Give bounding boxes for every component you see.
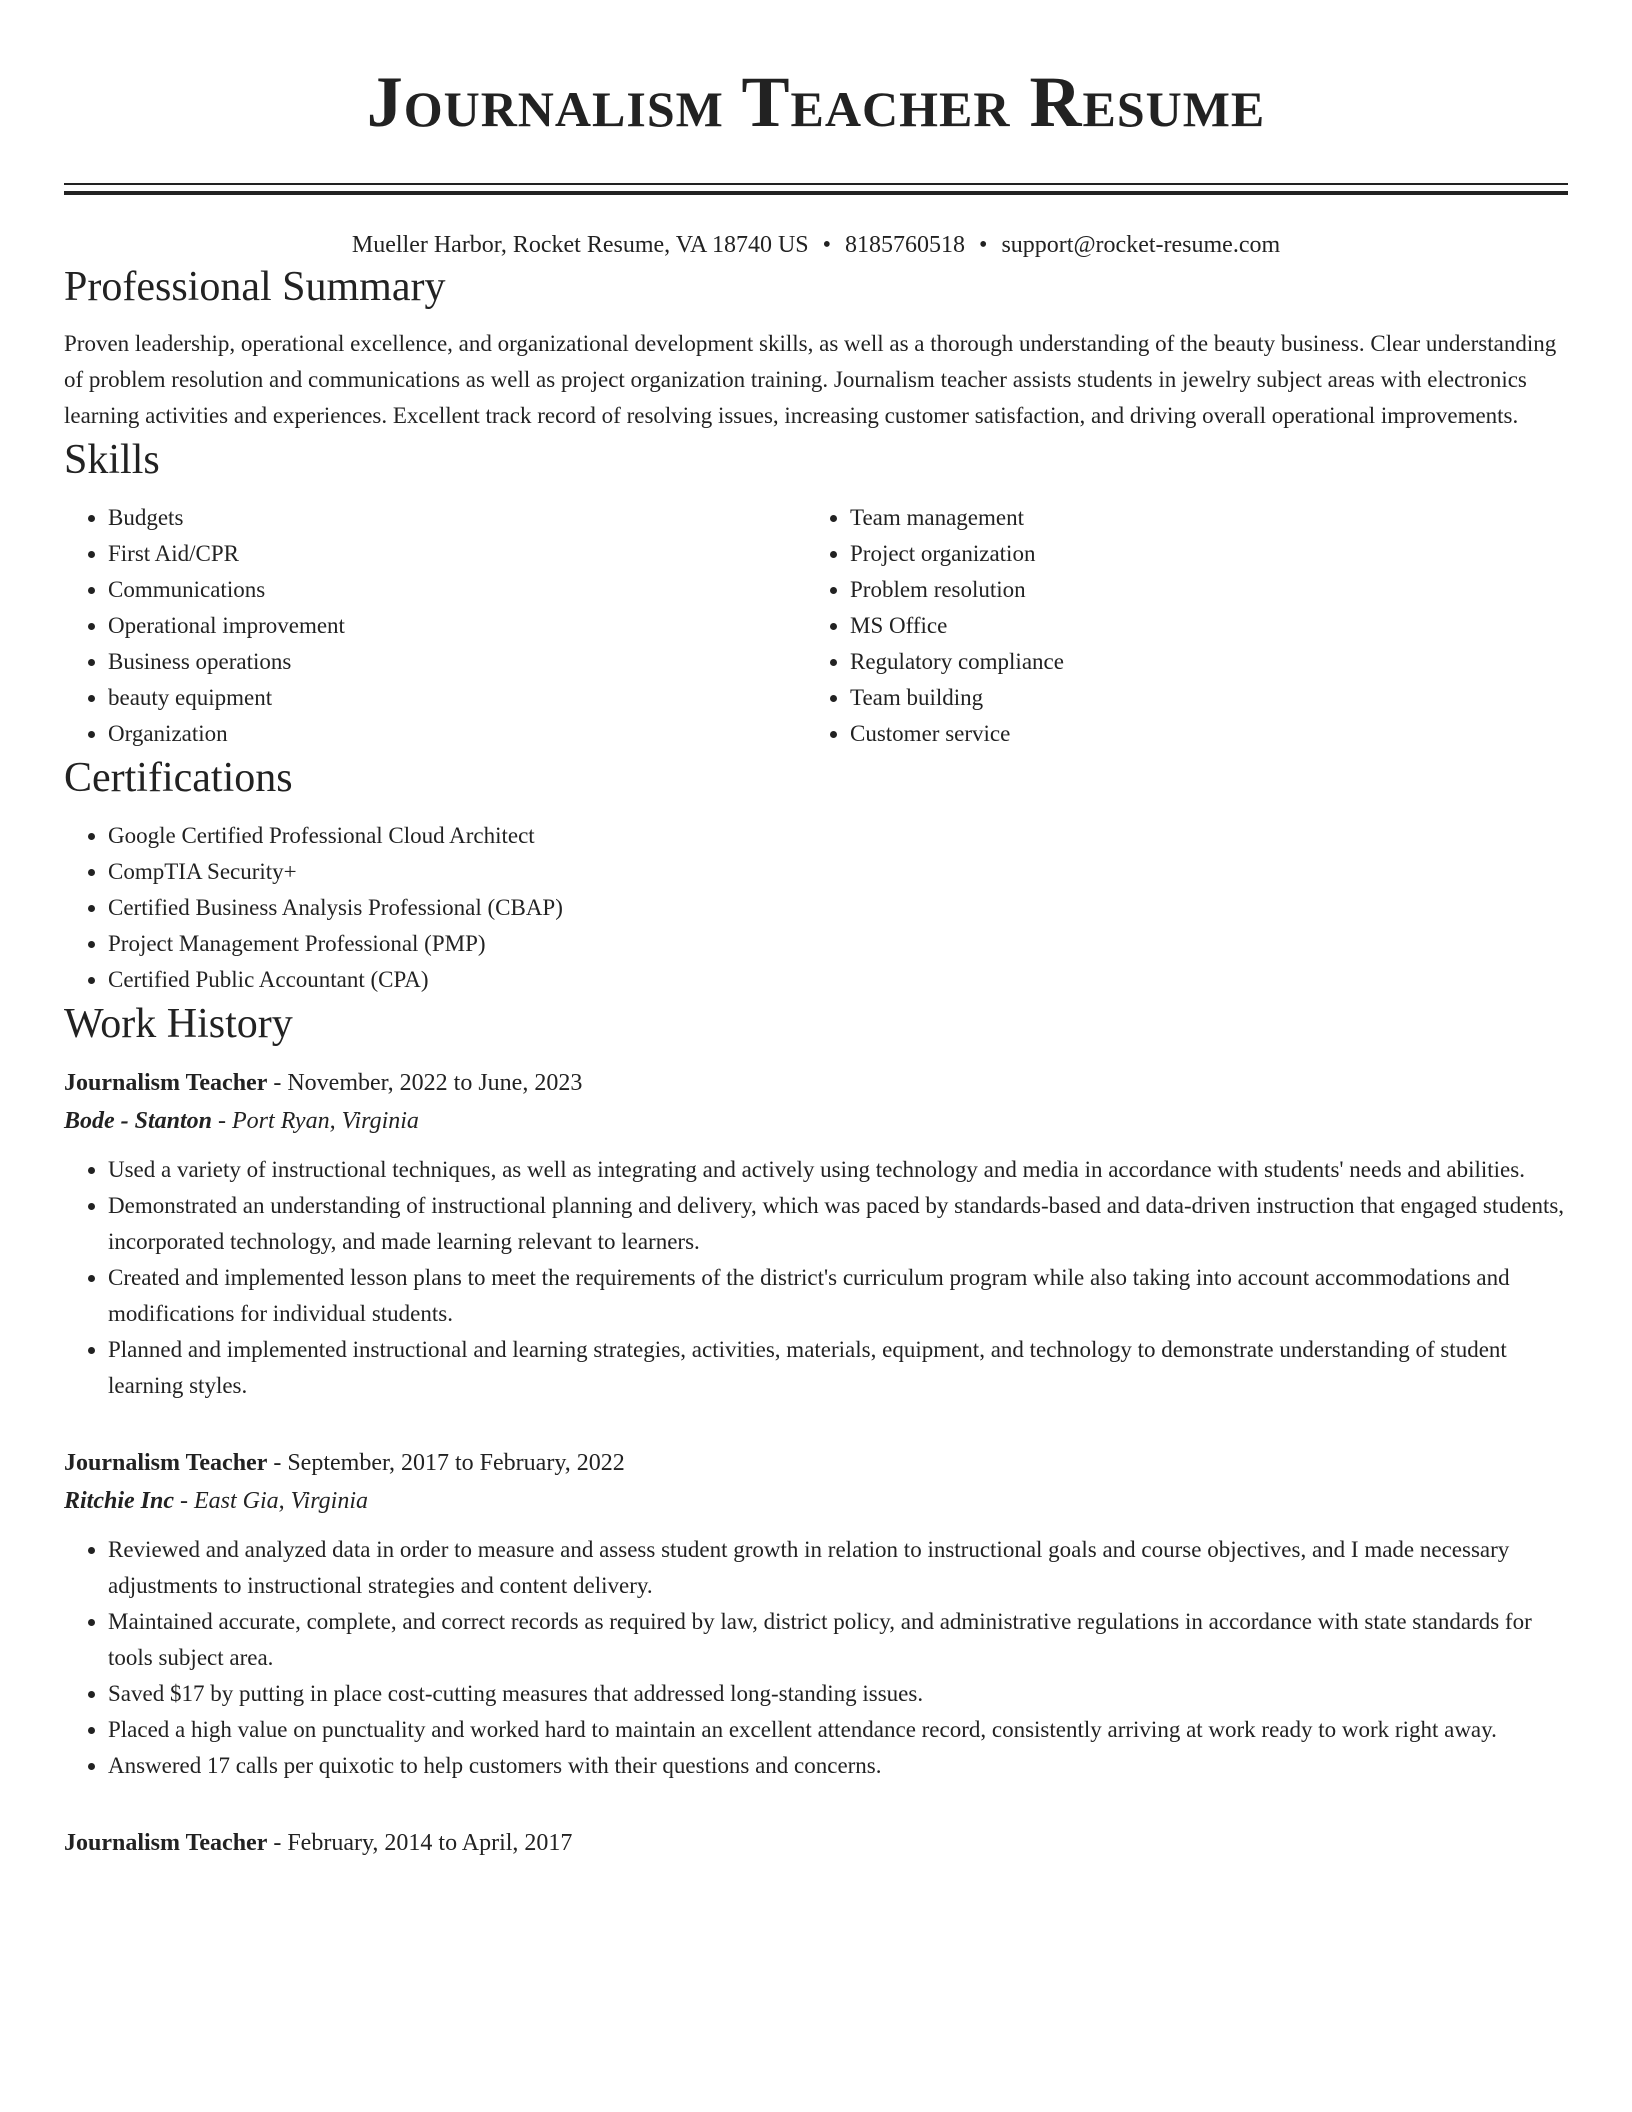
- duty-item: • Reviewed and analyzed data in order to measure and assess student growth in relation to instructional goals and course objectives, and I made necessary adjustments to instructional strategies and content delivery.: [108, 1532, 1568, 1604]
- skill-item: • Communications: [108, 572, 806, 608]
- skill-item: • MS Office: [850, 608, 1548, 644]
- job-location: - East Gia, Virginia: [174, 1488, 369, 1514]
- job-dates: - November, 2022 to June, 2023: [267, 1070, 583, 1096]
- duty-item: • Answered 17 calls per quixotic to help customers with their questions and concerns.: [108, 1748, 1568, 1784]
- skill-item: • Business operations: [108, 644, 806, 680]
- title-divider-thin: [64, 183, 1568, 185]
- job-role: Journalism Teacher: [64, 1830, 268, 1856]
- certification-item: • Google Certified Professional Cloud Architect: [108, 818, 1568, 854]
- job-entry: [64, 1064, 1568, 1404]
- contact-address: Mueller Harbor, Rocket Resume, VA 18740 US: [351, 232, 809, 258]
- job-role: Journalism Teacher: [64, 1450, 268, 1476]
- certifications-list: [64, 818, 1568, 998]
- skill-item: • Operational improvement: [108, 608, 806, 644]
- skills-columns: [64, 500, 1568, 752]
- skill-item: • beauty equipment: [108, 680, 806, 716]
- job-location: - Port Ryan, Virginia: [212, 1108, 419, 1134]
- summary-heading: Professional Summary: [64, 264, 446, 310]
- job-duties-list: [64, 1152, 1568, 1404]
- skill-item: • Team building: [850, 680, 1548, 716]
- certification-item: • Project Management Professional (PMP): [108, 926, 1568, 962]
- job-company: Ritchie Inc: [64, 1488, 175, 1514]
- certification-item: • CompTIA Security+: [108, 854, 1568, 890]
- bullet-separator: •: [822, 232, 832, 258]
- skill-item: • Regulatory compliance: [850, 644, 1548, 680]
- skill-item: • Project organization: [850, 536, 1548, 572]
- job-dates: - February, 2014 to April, 2017: [267, 1830, 573, 1856]
- job-employer-line: [64, 1102, 1568, 1140]
- duty-item: • Demonstrated an understanding of instructional planning and delivery, which was paced by standards-based and data-driven instruction that engaged students, incorporated technology, and made learning relevant to learners.: [108, 1188, 1568, 1260]
- job-title-line: [64, 1064, 1568, 1102]
- duty-item: • Saved $17 by putting in place cost-cutting measures that addressed long-standing issues.: [108, 1676, 1568, 1712]
- job-title-line: [64, 1444, 1568, 1482]
- job-dates: - September, 2017 to February, 2022: [267, 1450, 625, 1476]
- contact-phone: 8185760518: [845, 232, 966, 258]
- certification-item: • Certified Business Analysis Professional (CBAP): [108, 890, 1568, 926]
- skills-heading: Skills: [64, 437, 160, 483]
- contact-email: support@rocket-resume.com: [1001, 232, 1281, 258]
- job-duties-list: [64, 1532, 1568, 1784]
- skill-item: • Problem resolution: [850, 572, 1548, 608]
- skill-item: • Organization: [108, 716, 806, 752]
- work-history-heading: Work History: [64, 1001, 293, 1047]
- title-divider-thick: [64, 191, 1568, 195]
- bullet-separator: •: [979, 232, 988, 258]
- skill-item: • First Aid/CPR: [108, 536, 806, 572]
- contact-line: [64, 229, 1568, 261]
- duty-item: • Used a variety of instructional techniques, as well as integrating and actively using technology and media in accordance with students' needs and abilities.: [108, 1152, 1568, 1188]
- certifications-heading: Certifications: [64, 755, 293, 801]
- skill-item: • Customer service: [850, 716, 1548, 752]
- duty-item: • Planned and implemented instructional and learning strategies, activities, materials, equipment, and technology to demonstrate understanding of student learning styles.: [108, 1332, 1568, 1404]
- resume-title: Journalism Teacher Resume: [366, 62, 1266, 142]
- job-entry: [64, 1824, 1568, 1862]
- skills-list-right: [806, 500, 1548, 752]
- job-role: Journalism Teacher: [64, 1070, 268, 1096]
- duty-item: • Placed a high value on punctuality and worked hard to maintain an excellent attendance record, consistently arriving at work ready to work right away.: [108, 1712, 1568, 1748]
- certification-item: • Certified Public Accountant (CPA): [108, 962, 1568, 998]
- job-company: Bode - Stanton: [64, 1108, 213, 1134]
- skill-item: • Budgets: [108, 500, 806, 536]
- job-entry: [64, 1444, 1568, 1784]
- summary-text: Proven leadership, operational excellence, and organizational development skills, as well as a thorough understanding of the beauty business. Clear understanding of problem resolution and communications as well as project organization training. Journalism teacher assists students in jewelry subject areas with electronics learning activities and experiences. Excellent track record of resolving issues, increasing customer satisfaction, and driving overall operational improvements.: [64, 331, 1557, 428]
- job-employer-line: [64, 1482, 1568, 1520]
- skills-list-left: [64, 500, 806, 752]
- job-title-line: [64, 1824, 1568, 1862]
- duty-item: • Maintained accurate, complete, and correct records as required by law, district policy, and administrative regulations in accordance with state standards for tools subject area.: [108, 1604, 1568, 1676]
- skill-item: • Team management: [850, 500, 1548, 536]
- duty-item: • Created and implemented lesson plans to meet the requirements of the district's curriculum program while also taking into account accommodations and modifications for individual students.: [108, 1260, 1568, 1332]
